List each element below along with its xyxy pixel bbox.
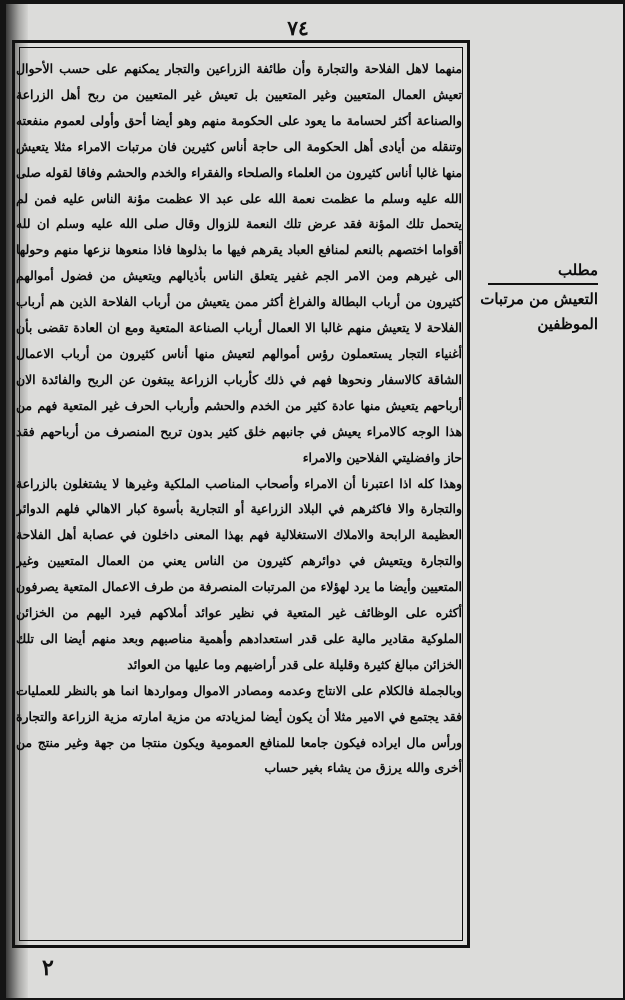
margin-note-rule [488, 283, 598, 285]
margin-note-text: التعيش من مرتبات الموظفين [480, 290, 598, 333]
main-text [16, 56, 462, 940]
paragraph: وهذا كله اذا اعتبرنا أن الامراء وأصحاب المناصب الملكية وغيرها لا يشتغلون بالزراعة والتجارة والا فاكثرهم في البلاد الزراعية أو التجارية بأسوة كبار الاهالي فلهم الدوائر العظيمة الرابحة والاملاك الاستغلالية فهم بهذا المعنى داخلون في عصابة أهل الفلاحة والتجارة ويتعيش في دوائرهم كثيرون من الناس يعني من العمال المتعيين وغير المتعيين وأيضا ما يرد لهؤلاء من المرتبات المنصرفة من طرف الاعمال المتعية يصرفون أكثره على الوظائف غير المتعية في نظير عوائد أملاكهم فيرد اليهم من الخزائن الملوكية مقادير مالية على قدر استعدادهم وأهمية مناصبهم وبعد منهم أيضا الى تلك الخزائن مبالغ كثيرة وقليلة على قدر أراضيهم وما عليها من العوائد [16, 475, 462, 672]
paragraph: وبالجملة فالكلام على الانتاج وعدمه ومصادر الاموال ومواردها انما هو بالنظر للعمليات فقد يجتمع في الامير مثلا أن يكون أيضا لمزيادته من مزية امارته مزية الزراعة والتجارة ورأس مال ايراده فيكون جامعا للمنافع العمومية ويكون منتجا من جهة وغير منتج من أخرى والله يرزق من يشاء بغير حساب [16, 682, 462, 776]
paragraph: منهما لاهل الفلاحة والتجارة وأن طائفة الزراعين والتجار يمكنهم على حسب الأحوال تعيش العمال المتعيين وغير المتعيين بل تعيش غير المتعيين من ربح أهل الزراعة والصناعة أكثر لحسامة ما يعود على الحكومة منهم وهو أيضا أحق وأولى لعموم منفعته وتنقله من أيادى أهل الحكومة الى حاجة أناس كثيرين فان مرتبات الامراء مثلا يتعيش منها غالبا أناس كثيرون من العلماء والصلحاء والفقراء والخدم والحشم وفاقا لقوله صلى الله عليه وسلم ما عظمت نعمة الله على عبد الا عظمت مؤنة الناس عليه فمن لم يتحمل تلك المؤنة فقد عرض تلك النعمة للزوال وقال صلى الله عليه وسلم ان لله أقواما اختصهم بالنعم لمنافع العباد يقرهم فيها ما بذلوها فاذا منعوها نزعها منهم وحولها الى غيرهم ومن الامر الجم غفير يتعلق الناس بأذيالهم ويتعيش من فضول أموالهم كثيرون من أرباب البطالة والفراغ أكثر ممن يتعيش من أرباب الفلاحة الذين هم أرباب الفلاحة لا يتعيش منهم غالبا الا العمال أرباب الصناعة المتعية ومع ان العادة تقضى بأن أغنياء التجار يستعملون رؤس أموالهم لتعيش منها أناس كثيرون من أرباب الاعمال الشاقة كالاسفار ونحوها فهم في ذلك كأرباب الزراعة يبتغون عن الربح والفائدة الان أرباحهم يتعيش منها عادة كثير من الخدم والحشم وأرباب الحرف غير المتعية فهم من هذا الوجه كالامراء يعيش في جانبهم خلق كثير بدون تربح المنصرف من أرباحهم فقد حاز وافضليتي الفلاحين والامراء [16, 61, 462, 465]
signature-mark: ٢ [42, 955, 54, 981]
page-number: ٧٤ [287, 16, 309, 40]
margin-note-title: مطلب [557, 261, 598, 279]
margin-note [470, 258, 598, 337]
